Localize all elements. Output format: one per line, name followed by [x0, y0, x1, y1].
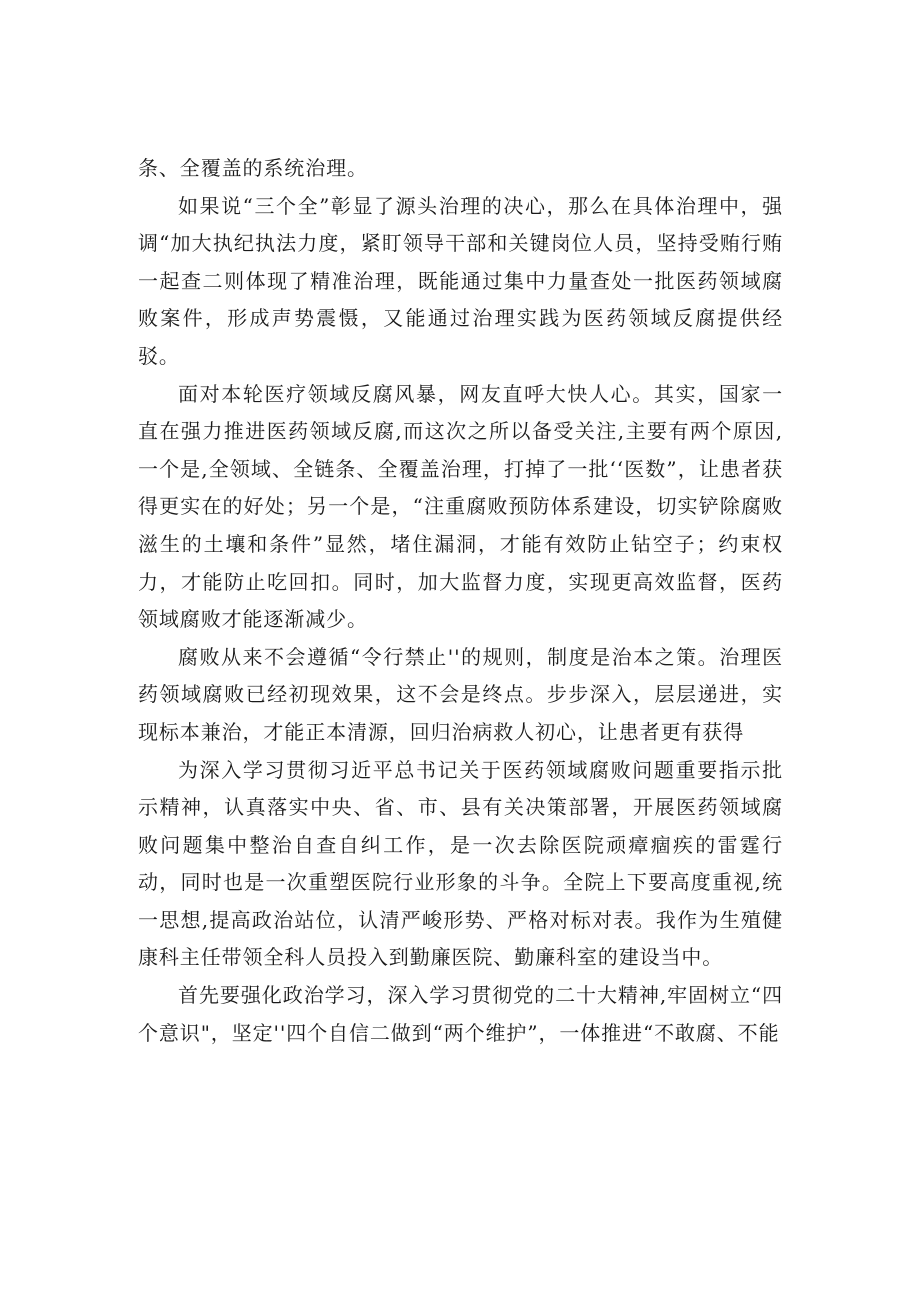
paragraph-6: 首先要强化政治学习，深入学习贯彻党的二十大精神,牢固树立“四个意识"，坚定''四个自信二做到“两个维护”，一体推进“不敢腐、不能: [138, 983, 783, 1045]
document-body: [138, 150, 783, 1052]
paragraph-4: 腐败从来不会遵循“令行禁止''的规则，制度是治本之策。治理医药领域腐败已经初现效果，这不会是终点。步步深入，层层递进，实现标本兼治，才能正本清源，回归治病救人初心，让患者更有获得: [138, 644, 783, 744]
paragraph-2: 如果说“三个全”彰显了源头治理的决心，那么在具体治理中，强调“加大执纪执法力度，紧盯领导干部和关键岗位人员，坚持受贿行贿一起查二则体现了精准治理，既能通过集中力量查处一批医药领域腐败案件，形成声势震慑，又能通过治理实践为医药领域反腐提供经驳。: [138, 193, 783, 368]
paragraph-1: 条、全覆盖的系统治理。: [138, 156, 368, 180]
paragraph-5: 为深入学习贯彻习近平总书记关于医药领域腐败问题重要指示批示精神，认真落实中央、省、市、县有关决策部署，开展医药领域腐败问题集中整治自查自纠工作，是一次去除医院顽瘴痼疾的雷霆行动，同时也是一次重塑医院行业形象的斗争。全院上下要高度重视,统一思想,提高政治站位，认清严峻形势、严格对标对表。我作为生殖健康科主任带领全科人员投入到勤廉医院、勤廉科室的建设当中。: [138, 757, 783, 970]
paragraph-3: 面对本轮医疗领域反腐风暴，网友直呼大快人心。其实，国家一直在强力推进医药领域反腐,而这次之所以备受关注,主要有两个原因,一个是,全领域、全链条、全覆盖治理，打掉了一批‘‘医数”，让患者获得更实在的好处；另一个是，“注重腐败预防体系建设，切实铲除腐败滋生的土壤和条件”显然，堵住漏洞，才能有效防止钻空子；约束权力，才能防止吃回扣。同时，加大监督力度，实现更高效监督，医药领域腐败才能逐渐减少。: [138, 381, 783, 632]
